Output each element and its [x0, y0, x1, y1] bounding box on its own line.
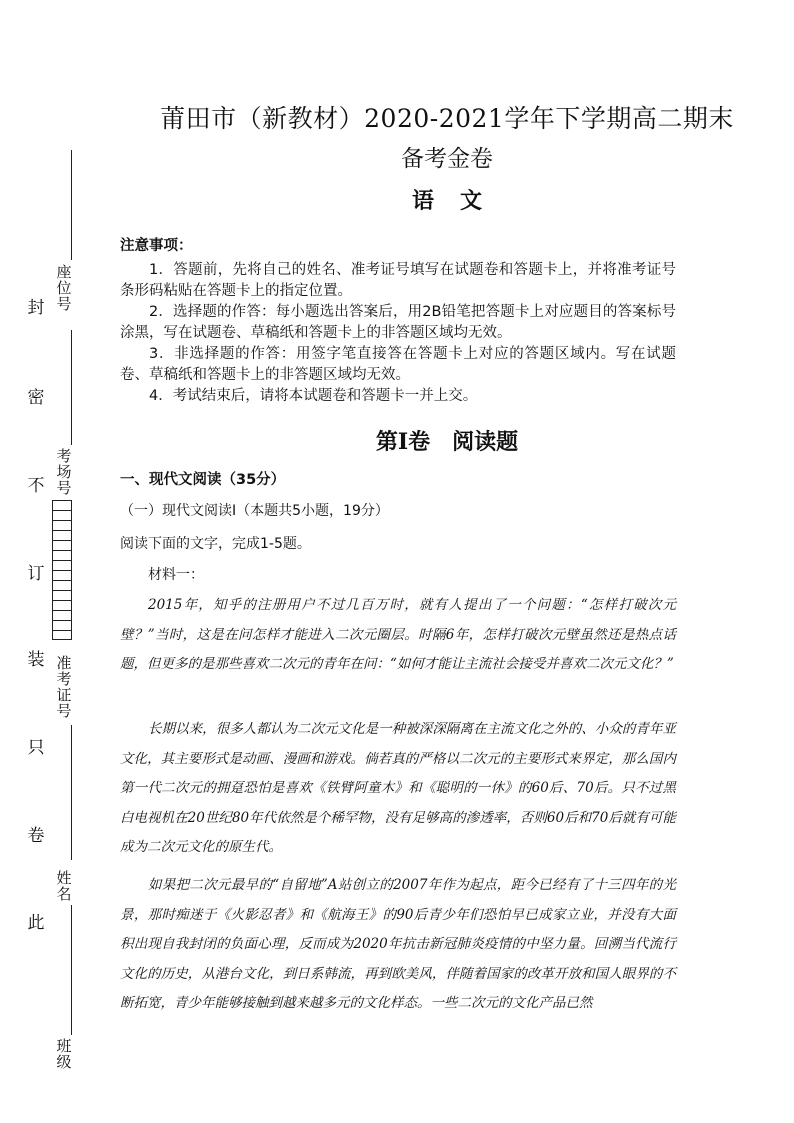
fill-line [71, 725, 72, 860]
subsection-heading: （一）现代文阅读Ⅰ（本题共5小题，19分） [120, 503, 389, 519]
fill-line [71, 330, 72, 445]
paragraph-text: 如果把二次元最早的“自留地”A站创立的2007年作为起点，距今已经有了十三四年的光景，那时痴迷于《火影忍者》和《航海王》的90后青少年们恐怕早已成家立业，并没有大面积出现自我封闭的负面心理，反而成为2020年抗击新冠肺炎疫情的中坚力量。回溯当代流行文化的历史，从港台文化，到日系韩流，再到欧美风，伴随着国家的改革开放和国人眼界的不断拓宽，青少年能够接触到越来越多元的文化样态。一些二次元的文化产品已然 [120, 877, 676, 1011]
seal-char: 封 [27, 298, 45, 318]
fill-line [71, 905, 72, 1035]
binding-margin [0, 0, 110, 1123]
seal-char: 此 [27, 913, 45, 933]
admission-number-label: 准考证号 [56, 654, 72, 720]
exam-room-label: 考场号 [56, 447, 72, 497]
fill-line [71, 150, 72, 260]
name-label: 姓名 [56, 869, 72, 903]
passage-paragraph [120, 715, 676, 863]
notice-section [120, 236, 676, 407]
notice-heading: 注意事项： [120, 238, 193, 254]
seal-char: 装 [27, 650, 45, 670]
seat-number-label: 座位号 [56, 263, 72, 313]
passage-paragraph [120, 591, 676, 680]
seal-char: 卷 [27, 826, 45, 846]
passage-paragraph [120, 871, 676, 1019]
notice-item: 3．非选择题的作答：用签字笔直接答在答题卡上对应的答题区域内。写在试题卷、草稿纸和答题卡上的非答题区域均无效。 [120, 346, 676, 383]
notice-item: 2．选择题的作答：每小题选出答案后，用2B铅笔把答题卡上对应题目的答案标号涂黑，写在试题卷、草稿纸和答题卡上的非答题区域均无效。 [120, 304, 676, 341]
instruction-text: 阅读下面的文字，完成1-5题。 [120, 536, 311, 552]
material-label: 材料一： [148, 567, 204, 583]
exam-title: 莆田市（新教材）2020-2021学年下学期高二期末 [160, 104, 734, 133]
seal-char: 只 [27, 738, 45, 758]
seal-char: 订 [27, 564, 45, 584]
part-title [110, 427, 784, 457]
paragraph-text: 2015年，知乎的注册用户不过几百万时，就有人提出了一个问题：“怎样打破次元壁？”当时，这是在问怎样才能进入二次元圈层。时隔6年，怎样打破次元壁虽然还是热点话题，但更多的是那些喜欢二次元的青年在问：“如何才能让主流社会接受并喜欢二次元文化？” [120, 597, 676, 672]
seal-char: 密 [27, 388, 45, 408]
paragraph-text: 长期以来，很多人都认为二次元文化是一种被深深隔离在主流文化之外的、小众的青年亚文化，其主要形式是动画、漫画和游戏。倘若真的严格以二次元的主要形式来界定，那么国内第一代二次元的拥趸恐怕是喜欢《铁臂阿童木》和《聪明的一休》的60后、70后。只不过黑白电视机在20世纪80年代依然是个稀罕物，没有足够高的渗透率，否则60后和70后就有可能成为二次元文化的原生代。 [120, 721, 676, 855]
part-name: 阅读题 [452, 429, 519, 455]
exam-subtitle: 备考金卷 [401, 146, 493, 172]
notice-item: 1．答题前，先将自己的姓名、准考证号填写在试题卷和答题卡上，并将准考证号条形码粘贴在答题卡上的指定位置。 [120, 262, 676, 299]
part-number: 第Ⅰ卷 [375, 429, 431, 455]
notice-item: 4．考试结束后，请将本试题卷和答题卡一并上交。 [149, 388, 478, 404]
subject-title: 语文 [411, 188, 508, 214]
seal-char: 不 [27, 476, 45, 496]
exam-number-grid[interactable] [52, 500, 72, 640]
section-heading: 一、现代文阅读（35分） [120, 472, 286, 488]
class-label: 班级 [56, 1037, 72, 1071]
